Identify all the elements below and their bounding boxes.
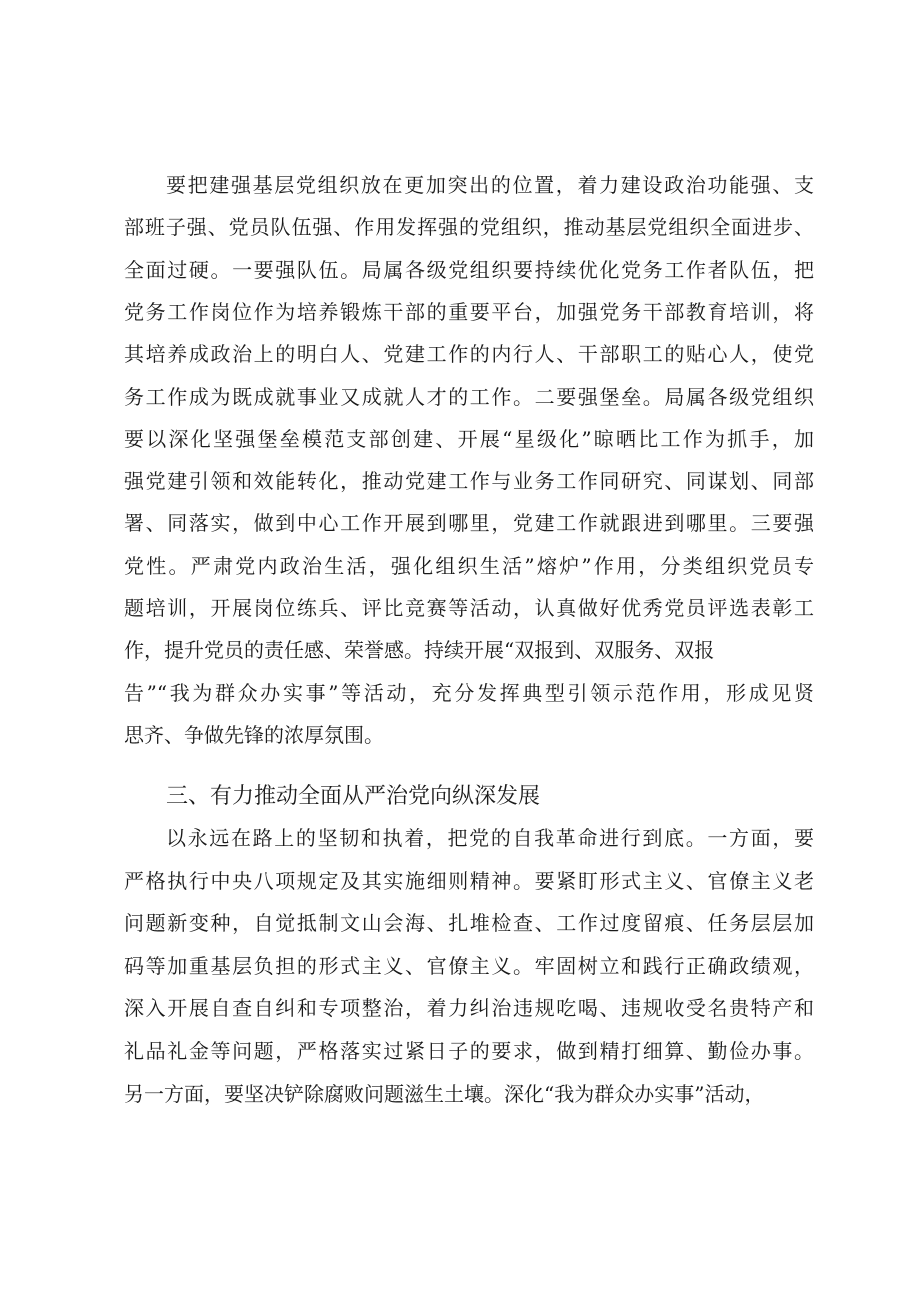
text-line: 其培养成政治上的明白人、党建工作的内行人、干部职工的贴心人，使党 <box>124 342 814 367</box>
text-line: 告”“我为群众办实事”等活动，充分发挥典型引领示范作用，形成见贤 <box>124 680 814 705</box>
text-line: 思齐、争做先锋的浓厚氛围。 <box>124 722 384 747</box>
text-line: 署、同落实，做到中心工作开展到哪里，党建工作就跟进到哪里。三要强 <box>124 511 814 536</box>
text-line: 要以深化坚强堡垒模范支部创建、开展“星级化”晾晒比工作为抓手，加 <box>124 426 814 451</box>
text-line: 另一方面，要坚决铲除腐败问题滋生土壤。深化“我为群众办实事”活动， <box>124 1081 765 1106</box>
text-line: 题培训，开展岗位练兵、评比竞赛等活动，认真做好优秀党员评选表彰工 <box>124 596 814 620</box>
section-heading-3: 三、有力推动全面从严治党向纵深发展 <box>166 784 541 809</box>
text-line: 强党建引领和效能转化，推动党建工作与业务工作同研究、同谋划、同部 <box>124 469 814 494</box>
text-line: 党务工作岗位作为培养锻炼干部的重要平台，加强党务干部教育培训，将 <box>124 299 814 324</box>
text-line: 全面过硬。一要强队伍。局属各级党组织要持续优化党务工作者队伍，把 <box>124 257 814 282</box>
text-line: 礼品礼金等问题，严格落实过紧日子的要求，做到精打细算、勤俭办事。 <box>124 1039 814 1063</box>
text-line: 务工作成为既成就事业又成就人才的工作。二要强堡垒。局属各级党组织 <box>124 384 814 409</box>
text-line: 部班子强、党员队伍强、作用发挥强的党组织，推动基层党组织全面进步、 <box>124 215 814 240</box>
text-line: 严格执行中央八项规定及其实施细则精神。要紧盯形式主义、官僚主义老 <box>124 868 814 893</box>
text-line: 党性。严肃党内政治生活，强化组织生活”熔炉”作用，分类组织党员专 <box>124 553 814 578</box>
text-line: 码等加重基层负担的形式主义、官僚主义。牢固树立和践行正确政绩观， <box>124 953 814 978</box>
text-line: 作，提升党员的责任感、荣誉感。持续开展“双报到、双服务、双报 <box>124 638 715 663</box>
text-line: 以永远在路上的坚韧和执着，把党的自我革命进行到底。一方面，要 <box>166 826 814 850</box>
text-line: 问题新变种，自觉抵制文山会海、扎堆检查、工作过度留痕、任务层层加 <box>124 911 814 936</box>
text-line: 深入开展自查自纠和专项整治，着力纠治违规吃喝、违规收受名贵特产和 <box>124 996 814 1021</box>
text-line: 要把建强基层党组织放在更加突出的位置，着力建设政治功能强、支 <box>166 173 814 197</box>
